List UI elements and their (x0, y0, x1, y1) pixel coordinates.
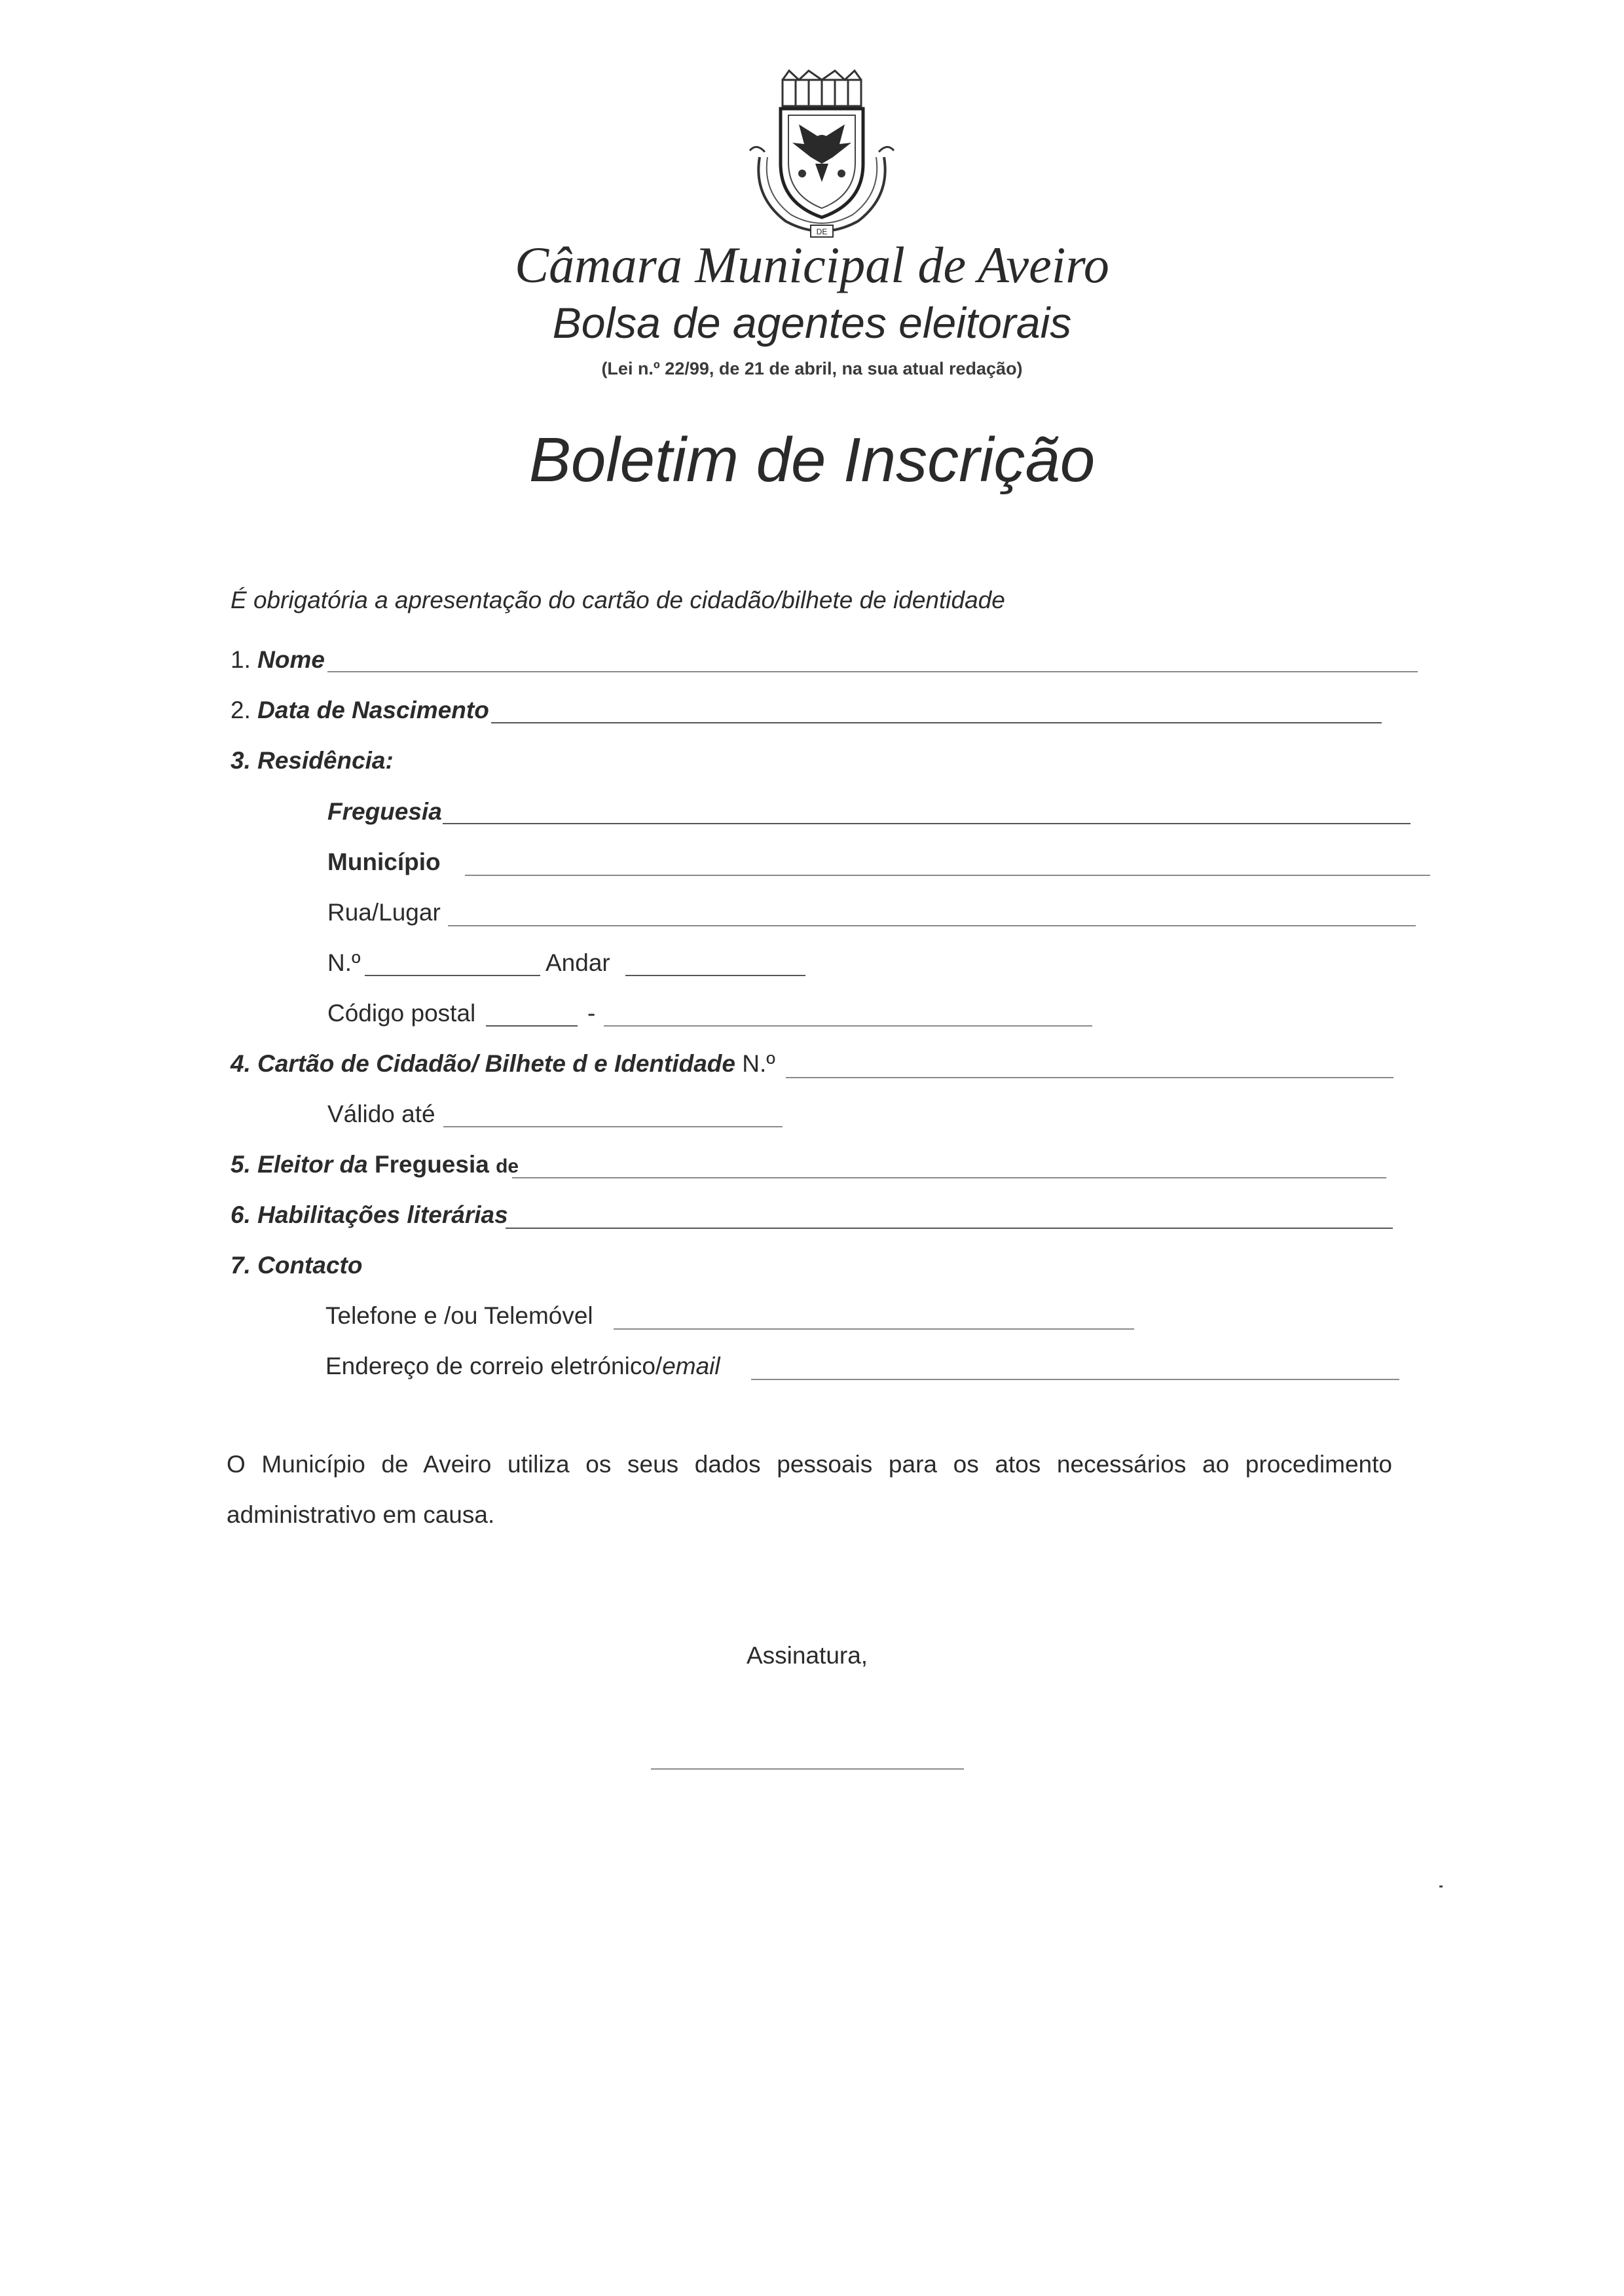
id-card-number-label: N.º (742, 1050, 775, 1077)
phone-label: Telefone e /ou Telemóvel (325, 1302, 593, 1329)
phone-input-line[interactable] (614, 1328, 1134, 1330)
parish-input-line[interactable] (443, 823, 1411, 824)
contact-section-label: 7. Contacto (231, 1252, 363, 1279)
signature-label: Assinatura, (747, 1642, 868, 1669)
id-card-text: 4. Cartão de Cidadão/ Bilhete d e Identidade (231, 1050, 735, 1077)
page-subtitle: Bolsa de agentes eleitorais (552, 299, 1072, 347)
privacy-notice: O Município de Aveiro utiliza os seus dados pessoais para os atos necessários ao procedimento administrativo em causa. (227, 1451, 1392, 1528)
id-card-input-line[interactable] (786, 1077, 1393, 1078)
email-label-text: Endereço de correio eletrónico/ (325, 1353, 663, 1379)
birthdate-input-line[interactable] (491, 722, 1382, 723)
voter-parish-input-line[interactable] (512, 1177, 1386, 1178)
id-card-label (231, 1051, 775, 1076)
municipality-input-line[interactable] (465, 875, 1430, 876)
organization-name: Câmara Municipal de Aveiro (515, 236, 1109, 293)
field-birthdate-label (231, 698, 489, 722)
postal-code-part2-line[interactable] (604, 1025, 1092, 1027)
voter-parish-label (231, 1152, 519, 1176)
name-input-line[interactable] (327, 671, 1418, 672)
valid-until-input-line[interactable] (443, 1126, 783, 1127)
number-input-line[interactable] (365, 975, 540, 976)
email-label (325, 1354, 720, 1378)
field-name-label (231, 647, 325, 672)
law-reference: (Lei n.º 22/99, de 21 de abril, na sua atual redação) (601, 359, 1023, 378)
form-title: Boletim de Inscrição (528, 425, 1096, 495)
street-label: Rua/Lugar (327, 899, 441, 926)
valid-until-label: Válido até (327, 1101, 435, 1127)
parish-label: Freguesia (327, 798, 442, 825)
street-input-line[interactable] (448, 925, 1416, 926)
scan-mark (1439, 1886, 1443, 1887)
field-name-text: Nome (257, 646, 325, 673)
voter-parish-text-a: 5. Eleitor da (231, 1151, 368, 1178)
signature-line[interactable] (651, 1768, 964, 1770)
svg-text:DE: DE (816, 227, 828, 236)
postal-code-part1-line[interactable] (486, 1025, 578, 1027)
qualifications-input-line[interactable] (506, 1228, 1393, 1229)
floor-input-line[interactable] (625, 975, 805, 976)
voter-parish-text-b: Freguesia (375, 1151, 489, 1178)
floor-label: Andar (545, 949, 610, 976)
email-label-italic: email (662, 1353, 720, 1379)
email-input-line[interactable] (751, 1379, 1399, 1380)
field-birthdate-text: Data de Nascimento (257, 697, 489, 723)
section-residence-label: 3. Residência: (231, 747, 394, 774)
number-label: N.º (327, 949, 361, 976)
postal-code-separator: - (587, 1000, 596, 1027)
field-birthdate-number: 2. (231, 697, 251, 723)
mandatory-notice: É obrigatória a apresentação do cartão de cidadão/bilhete de identidade (231, 587, 1005, 613)
municipal-crest-logo (733, 65, 910, 242)
voter-parish-text-c: de (496, 1156, 519, 1177)
qualifications-label: 6. Habilitações literárias (231, 1201, 508, 1228)
municipality-label: Município (327, 848, 441, 875)
field-name-number: 1. (231, 646, 251, 673)
postal-code-label: Código postal (327, 1000, 476, 1027)
